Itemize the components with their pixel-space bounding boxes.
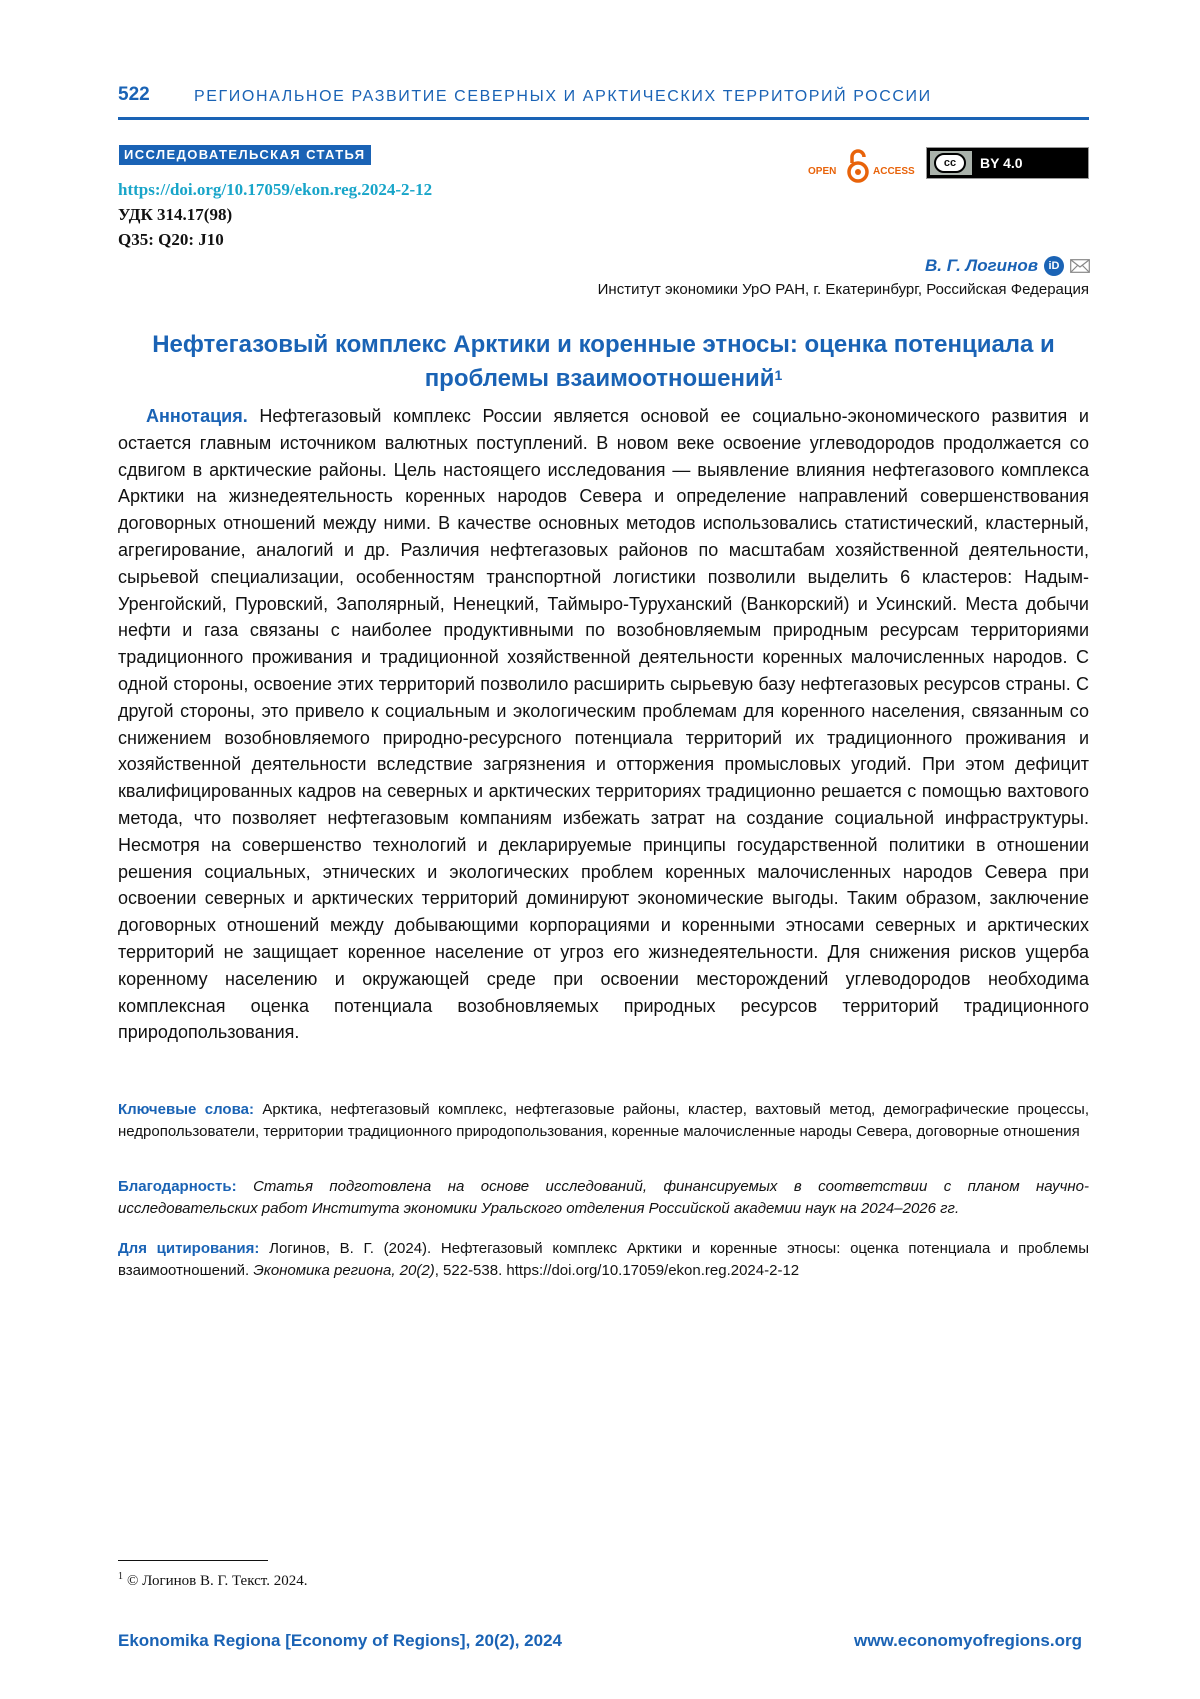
cc-license-badge[interactable] — [926, 147, 1089, 179]
cc-license-label: BY 4.0 — [972, 151, 1085, 175]
running-header — [118, 82, 1089, 120]
article-type-badge: ИССЛЕДОВАТЕЛЬСКАЯ СТАТЬЯ — [119, 145, 371, 165]
open-label: OPEN — [808, 166, 837, 177]
open-access-lock-icon — [846, 149, 870, 183]
open-access-badge — [808, 147, 920, 187]
footer-website-link[interactable]: www.economyofregions.org — [854, 1631, 1082, 1650]
doi-link[interactable]: https://doi.org/10.17059/ekon.reg.2024-2-12 — [118, 180, 433, 199]
keywords-text: Арктика, нефтегазовый комплекс, нефтегазовые районы, кластер, вахтовый метод, демографические процессы, недропользователи, территории традиционного природопользования, коренные малочисленные народы Севера, договорные отношения — [118, 1101, 1090, 1140]
footer-journal-citation: Ekonomika Regiona [Economy of Regions], 20(2), 2024 — [118, 1631, 562, 1650]
journal-title: РЕГИОНАЛЬНОЕ РАЗВИТИЕ СЕВЕРНЫХ И АРКТИЧЕСКИХ ТЕРРИТОРИЙ РОССИИ — [194, 88, 932, 105]
abstract-text: Нефтегазовый комплекс России является основой ее социально-экономического развития и остается главным источником валютных поступлений. В новом веке освоение углеводородов продолжается со сдвигом в арктические районы. Цель настоящего исследования — выявление влияния нефтегазового комплекса Арктики на жизнедеятельность коренных народов Севера и определение направлений совершенствования договорных отношений между ними. В качестве основных методов использовались статистический, кластерный, агрегирование, аналогий и др. Различия нефтегазовых районов по масштабам хозяйственной деятельности, сырьевой специализации, особенностям транспортной логистики позволили выделить 6 кластеров: Надым-Уренгойский, Пуровский, Заполярный, Ненецкий, Таймыро-Туруханский (Ванкорский) и Усинский. Места добычи нефти и газа связаны с наиболее продуктивными по возобновляемым природным ресурсам территориями традиционного проживания и традиционной хозяйственной деятельности коренных малочисленных народов. С одной стороны, освоение этих территорий позволило расширить сырьевую базу нефтегазовых ресурсов страны. С другой стороны, это привело к социальным и экологическим проблемам для коренного населения, связанным со снижением возобновляемого природно-ресурсного потенциала территорий их традиционного проживания и хозяйственной деятельности вследствие загрязнения и отторжения промысловых угодий. При этом дефицит квалифицированных кадров на северных и арктических территориях традиционно решается с помощью вахтового метода, что позволяет нефтегазовым компаниям избежать затрат на создание социальной инфраструктуры. Несмотря на совершенство технологий и декларируемые принципы государственной политики в отношении решения социальных, этнических и экологических проблем коренных малочисленных народов Севера при освоении северных и арктических территорий доминируют экономические выгоды. Таким образом, заключение договорных отношений между добывающими корпорациями и коренными этносами северных и арктических территорий не защищает коренное население от угроз его жизнедеятельности. Для снижения рисков ущерба коренному населению и окружающей среде при освоении месторождений углеводородов необходима комплексная оценка потенциала возобновляемых природных ресурсов территорий традиционного природопользования. — [118, 406, 1089, 1043]
cc-badge-body — [930, 151, 1085, 175]
orcid-icon[interactable]: iD — [1044, 256, 1064, 276]
page-number: 522 — [118, 84, 150, 105]
access-label: ACCESS — [873, 166, 915, 177]
acknowledgment-label: Благодарность: — [118, 1178, 237, 1195]
acknowledgment-text: Статья подготовлена на основе исследований, финансируемых в соответствии с планом научно-исследовательских работ Института экономики Уральского отделения Российской академии наук на 2024–2026 гг. — [118, 1178, 1090, 1217]
acknowledgment — [118, 1176, 1089, 1220]
author-line — [925, 256, 1090, 276]
udk-code: УДК 314.17(98) — [118, 205, 233, 224]
keywords — [118, 1099, 1089, 1143]
title-footnote-mark: 1 — [774, 367, 783, 383]
jel-codes: Q35: Q20: J10 — [118, 230, 224, 249]
footnote-mark: 1 — [118, 1571, 123, 1582]
email-icon[interactable] — [1070, 259, 1090, 273]
citation-text: Логинов, В. Г. (2024). Нефтегазовый комплекс Арктики и коренные этносы: оценка потенциала и проблемы взаимоотношений. — [118, 1240, 1089, 1279]
citation — [118, 1238, 1089, 1282]
keywords-label: Ключевые слова: — [118, 1101, 254, 1118]
footnote — [118, 1571, 307, 1590]
cc-logo-icon: cc — [934, 153, 966, 173]
citation-pages-doi: , 522-538. https://doi.org/10.17059/ekon.reg.2024-2-12 — [434, 1262, 800, 1279]
abstract — [118, 403, 1089, 1046]
header-rule — [118, 117, 1089, 120]
citation-journal: Экономика региона, 20(2) — [253, 1262, 435, 1279]
footnote-text: © Логинов В. Г. Текст. 2024. — [127, 1573, 308, 1589]
abstract-label: Аннотация. — [146, 406, 248, 426]
article-title — [118, 328, 1089, 396]
author-name: В. Г. Логинов — [925, 256, 1038, 275]
footnote-rule — [118, 1560, 268, 1561]
citation-label: Для цитирования: — [118, 1240, 260, 1257]
article-title-text: Нефтегазовый комплекс Арктики и коренные этносы: оценка потенциала и проблемы взаимоотношений — [152, 331, 1055, 392]
author-affiliation: Институт экономики УрО РАН, г. Екатеринбург, Российская Федерация — [597, 281, 1089, 298]
